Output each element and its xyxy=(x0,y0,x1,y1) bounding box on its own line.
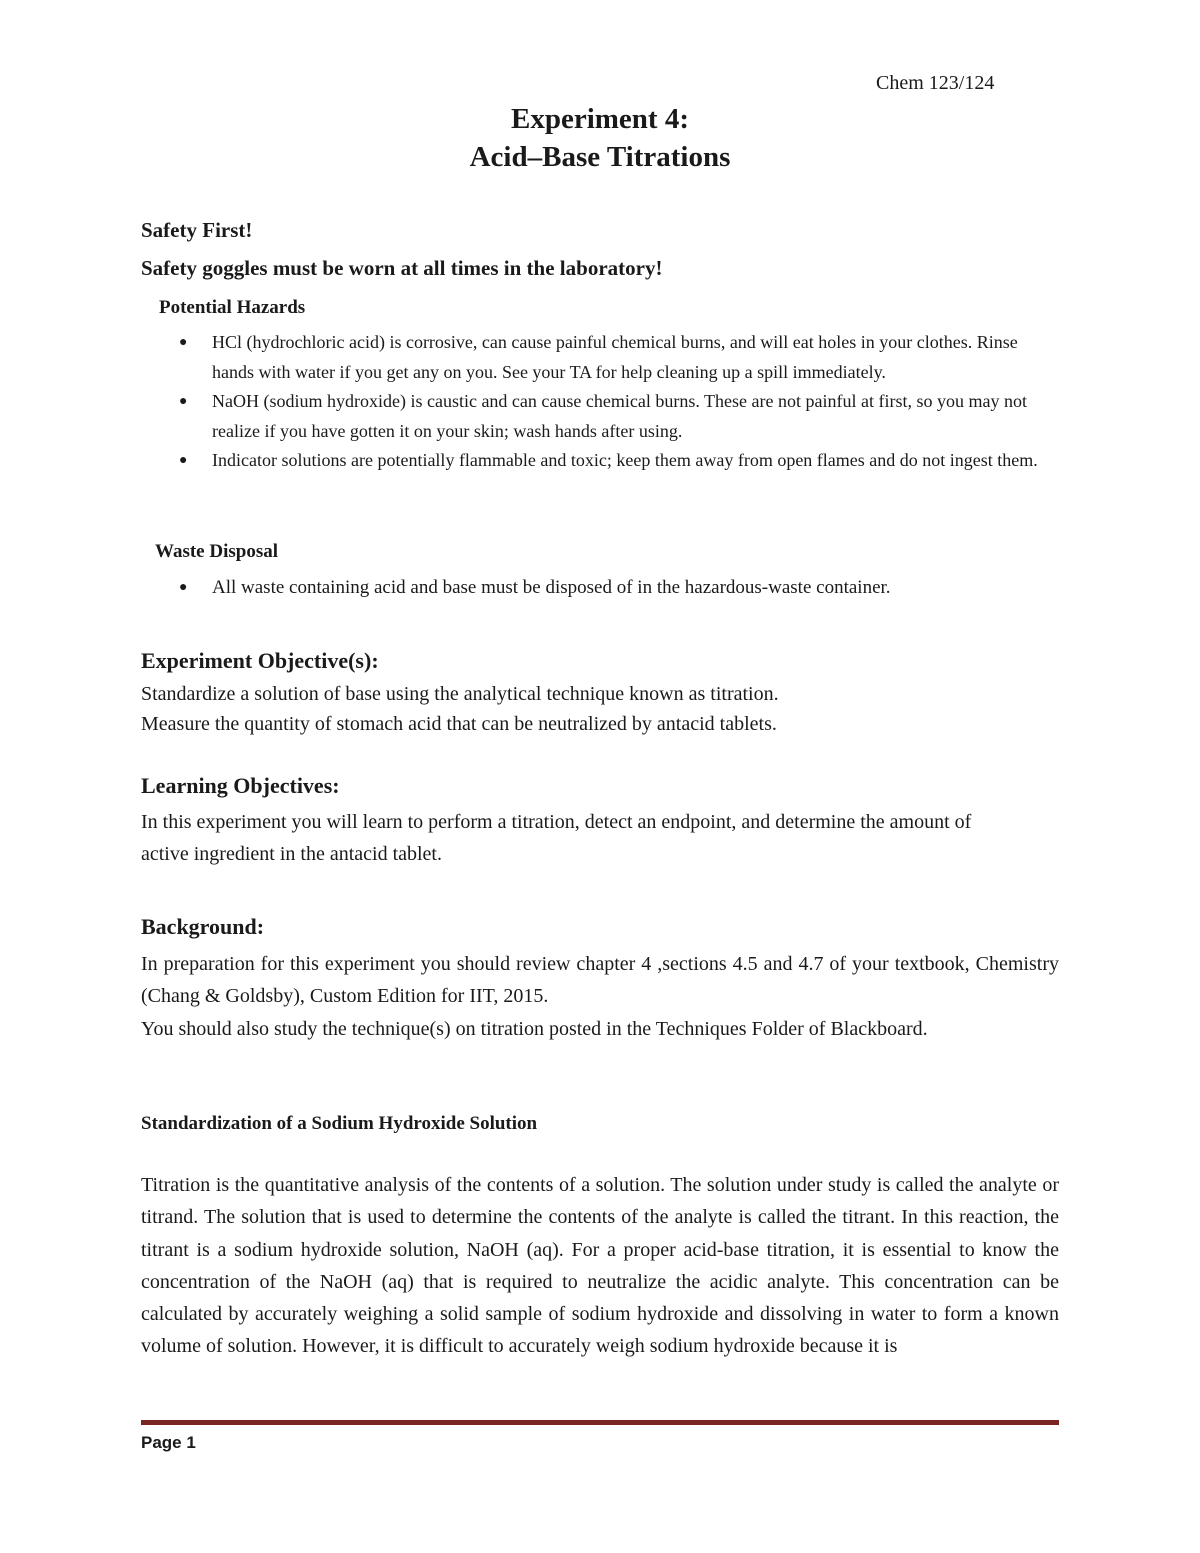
course-header: Chem 123/124 xyxy=(876,72,995,94)
bullet-icon: ● xyxy=(179,394,188,409)
hazard-text: NaOH (sodium hydroxide) is caustic and can cause chemical burns. These are not painful at first, so you may not realize if you have gotten it on your skin; wash hands after using. xyxy=(212,391,1027,441)
objective-line-1: Standardize a solution of base using the analytical technique known as titration. xyxy=(141,683,779,705)
hazard-text: HCl (hydrochloric acid) is corrosive, can cause painful chemical burns, and will eat holes in your clothes. Rinse hands with water if you get any on you. See your TA for help cleaning up a spill immediately. xyxy=(212,332,1018,382)
footer-rule xyxy=(141,1420,1059,1425)
background-para-1: In preparation for this experiment you should review chapter 4 ,sections 4.5 and 4.7 of your textbook, Chemistry (Chang & Goldsby), Custom Edition for IIT, 2015. xyxy=(141,953,1059,1008)
hazards-heading: Potential Hazards xyxy=(159,297,306,318)
standardization-heading: Standardization of a Sodium Hydroxide Solution xyxy=(141,1113,538,1134)
page-number: Page 1 xyxy=(141,1433,196,1452)
list-item xyxy=(178,387,1058,446)
title-line-2: Acid–Base Titrations xyxy=(469,141,731,173)
bullet-icon: ● xyxy=(179,453,188,468)
bullet-icon: ● xyxy=(179,580,188,595)
background-heading: Background: xyxy=(141,914,265,939)
safety-heading: Safety First! xyxy=(141,218,253,242)
hazard-text: Indicator solutions are potentially flammable and toxic; keep them away from open flames and do not ingest them. xyxy=(212,450,1038,470)
objective-line-2: Measure the quantity of stomach acid that can be neutralized by antacid tablets. xyxy=(141,713,777,735)
list-item xyxy=(178,573,1058,603)
bullet-icon: ● xyxy=(179,335,188,350)
goggles-warning: Safety goggles must be worn at all times in the laboratory! xyxy=(141,256,663,280)
hazards-list xyxy=(178,328,1058,476)
list-item xyxy=(178,446,1058,476)
learning-heading: Learning Objectives: xyxy=(141,773,340,798)
standardization-text: Titration is the quantitative analysis of the contents of a solution. The solution under study is called the analyte or titrand. The solution that is used to determine the contents of the analyte is called the titrant. In this reaction, the titrant is a sodium hydroxide solution, NaOH (aq). For a proper acid-base titration, it is essential to know the concentration of the NaOH (aq) that is required to neutralize the acidic analyte. This concentration can be calculated by accurately weighing a solid sample of sodium hydroxide and dissolving in water to form a known volume of solution. However, it is difficult to accurately weigh sodium hydroxide because it is xyxy=(141,1174,1059,1358)
background-para-2: You should also study the technique(s) on titration posted in the Techniques Folder of Blackboard. xyxy=(141,1018,928,1040)
waste-list xyxy=(178,573,1058,603)
waste-heading: Waste Disposal xyxy=(155,541,278,562)
waste-text: All waste containing acid and base must be disposed of in the hazardous-waste container. xyxy=(212,577,891,598)
title-line-1: Experiment 4: xyxy=(511,103,689,135)
learning-text: In this experiment you will learn to perform a titration, detect an endpoint, and determine the amount of active ingredient in the antacid tablet. xyxy=(141,811,972,866)
objectives-heading: Experiment Objective(s): xyxy=(141,648,379,673)
list-item xyxy=(178,328,1058,387)
